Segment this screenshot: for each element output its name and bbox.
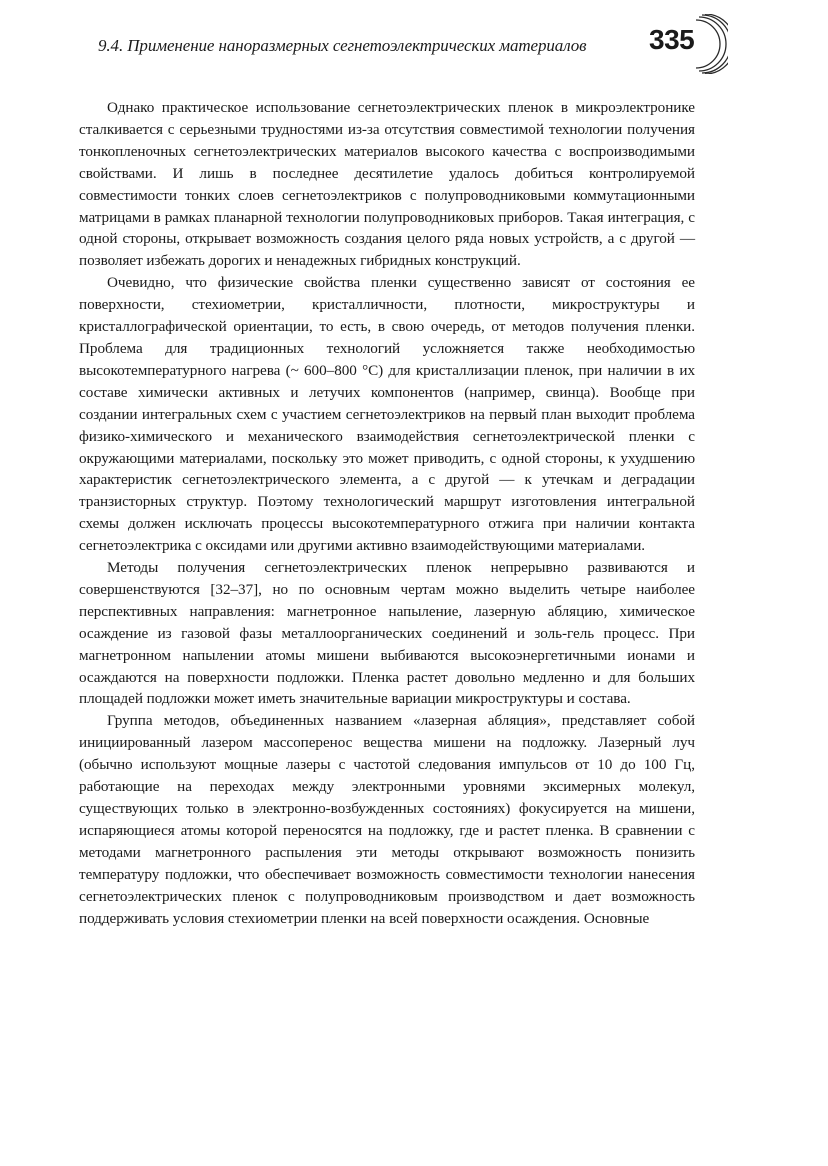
paragraph-1: Однако практическое использование сегнетоэлектрических пленок в микроэлектронике сталкивается с серьезными трудностями из-за отсутствия совместимой технологии получения тонкопленочных сегнетоэлектрических материалов высокого качества с воспроизводимыми свойствами. И лишь в последнее десятилетие удалось добиться контролируемой совместимости тонких слоев сегнетоэлектриков с полупроводниковыми коммутационными матрицами в рамках планарной технологии полупроводниковых приборов. Такая интеграция, с одной стороны, открывает возможность создания целого ряда новых устройств, а с другой — позволяет избежать дорогих и ненадежных гибридных конструкций.	[79, 99, 695, 270]
paragraph-4: Группа методов, объединенных названием «лазерная абляция», представляет собой инициированный лазером массоперенос вещества мишени на подложку. Лазерный луч (обычно используют мощные лазеры с частотой следования импульсов от 10 до 100 Гц, работающие на переходах между электронными уровнями эксимерных молекул, существующих только в электронно-возбужденных состояниях) фокусируется на мишени, испаряющиеся атомы которой переносятся на подложку, где и растет пленка. В сравнении с методами магнетронного распыления эти методы открывают возможность понизить температуру подложки, что обеспечивает возможность совместимости технологии нанесения сегнетоэлектрических пленок с полупроводниковым производством и дает возможность поддерживать условия стехиометрии пленки на всей поверхности осаждения. Основные	[79, 712, 695, 927]
running-head: 9.4. Применение наноразмерных сегнетоэлектрических материалов	[98, 36, 587, 55]
body-text	[79, 97, 695, 929]
page-number: 335	[649, 24, 695, 55]
page-header	[74, 24, 724, 74]
paragraph-2: Очевидно, что физические свойства пленки существенно зависят от состояния ее поверхности, стехиометрии, кристалличности, плотности, микроструктуры и кристаллографической ориентации, то есть, в свою очередь, от методов получения пленки. Проблема для традиционных технологий усложняется также необходимостью высокотемпературного нагрева (~ 600–800 °С) для кристаллизации пленок, при наличии в их составе химически активных и летучих компонентов (например, свинца). Вообще при создании интегральных схем с участием сегнетоэлектриков на первый план выходит проблема физико-химического и механического взаимодействия сегнетоэлектрической пленки с окружающими материалами, поскольку это может приводить, с одной стороны, к ухудшению характеристик сегнетоэлектрического элемента, а с другой — к утечкам и деградации транзисторных структур. Поэтому технологический маршрут изготовления интегральной схемы должен исключать процессы высокотемпературного отжига при наличии контакта сегнетоэлектрика с оксидами или другими активно взаимодействующими материалами.	[79, 274, 695, 555]
paragraph-3: Методы получения сегнетоэлектрических пленок непрерывно развиваются и совершенствуются [32–37], но по основным чертам можно выделить четыре наиболее перспективных направления: магнетронное напыление, лазерную абляцию, химическое осаждение из газовой фазы металлоорганических соединений и золь-гель процесс. При магнетронном напылении атомы мишени выбиваются высокоэнергетичными ионами и осаждаются на поверхности подложки. Пленка растет довольно медленно и для больших площадей подложки может иметь значительные вариации микроструктуры и состава.	[79, 559, 695, 708]
